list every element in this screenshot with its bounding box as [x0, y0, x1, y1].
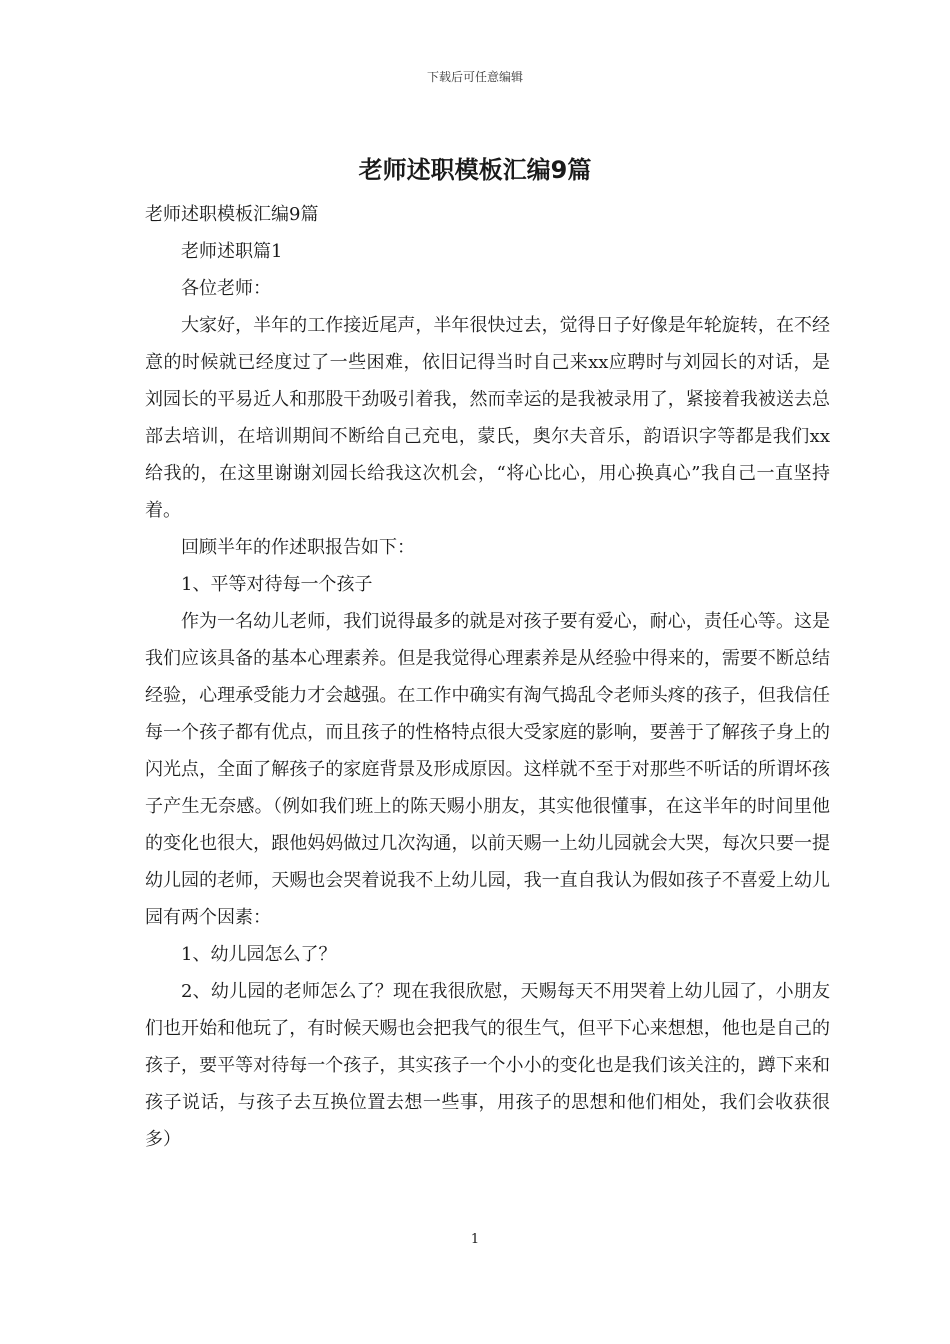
paragraph: 老师述职模板汇编9篇: [145, 204, 319, 225]
document-title: 老师述职模板汇编9篇: [358, 156, 592, 184]
paragraph: 大家好，半年的工作接近尾声，半年很快过去，觉得日子好像是年轮旋转，在不经意的时候就已经度过了一些困难，依旧记得当时自己来xx应聘时与刘园长的对话，是刘园长的平易近人和那股干劲吸引着我，然而幸运的是我被录用了，紧接着我被送去总部去培训，在培训期间不断给自己充电，蒙氏，奥尔夫音乐，韵语识字等都是我们xx给我的，在这里谢谢刘园长给我这次机会，“将心比心，用心换真心”我自己一直坚持着。: [145, 315, 830, 521]
page-number: 1: [470, 1232, 480, 1247]
document-body: [145, 196, 830, 1158]
paragraph: 各位老师：: [181, 278, 271, 299]
paragraph: 2、幼儿园的老师怎么了？现在我很欣慰，天赐每天不用哭着上幼儿园了，小朋友们也开始和他玩了，有时候天赐也会把我气的很生气，但平下心来想想，他也是自己的孩子，要平等对待每一个孩子，其实孩子一个小小的变化也是我们该关注的，蹲下来和孩子说话，与孩子去互换位置去想一些事，用孩子的思想和他们相处，我们会收获很多）: [145, 981, 830, 1150]
paragraph: 作为一名幼儿老师，我们说得最多的就是对孩子要有爱心，耐心，责任心等。这是我们应该具备的基本心理素养。但是我觉得心理素养是从经验中得来的，需要不断总结经验，心理承受能力才会越强。在工作中确实有淘气捣乱令老师头疼的孩子，但我信任每一个孩子都有优点，而且孩子的性格特点很大受家庭的影响，要善于了解孩子身上的闪光点，全面了解孩子的家庭背景及形成原因。这样就不至于对那些不听话的所谓坏孩子产生无奈感。（例如我们班上的陈天赐小朋友，其实他很懂事，在这半年的时间里他的变化也很大，跟他妈妈做过几次沟通，以前天赐一上幼儿园就会大哭，每次只要一提幼儿园的老师，天赐也会哭着说我不上幼儿园，我一直自我认为假如孩子不喜爱上幼儿园有两个因素：: [145, 611, 830, 928]
paragraph: 1、平等对待每一个孩子: [181, 574, 373, 595]
paragraph: 回顾半年的作述职报告如下：: [181, 537, 415, 558]
paragraph: 1、幼儿园怎么了？: [181, 944, 337, 965]
paragraph: 老师述职篇1: [181, 241, 283, 262]
page-header-note: 下载后可任意编辑: [426, 70, 523, 84]
